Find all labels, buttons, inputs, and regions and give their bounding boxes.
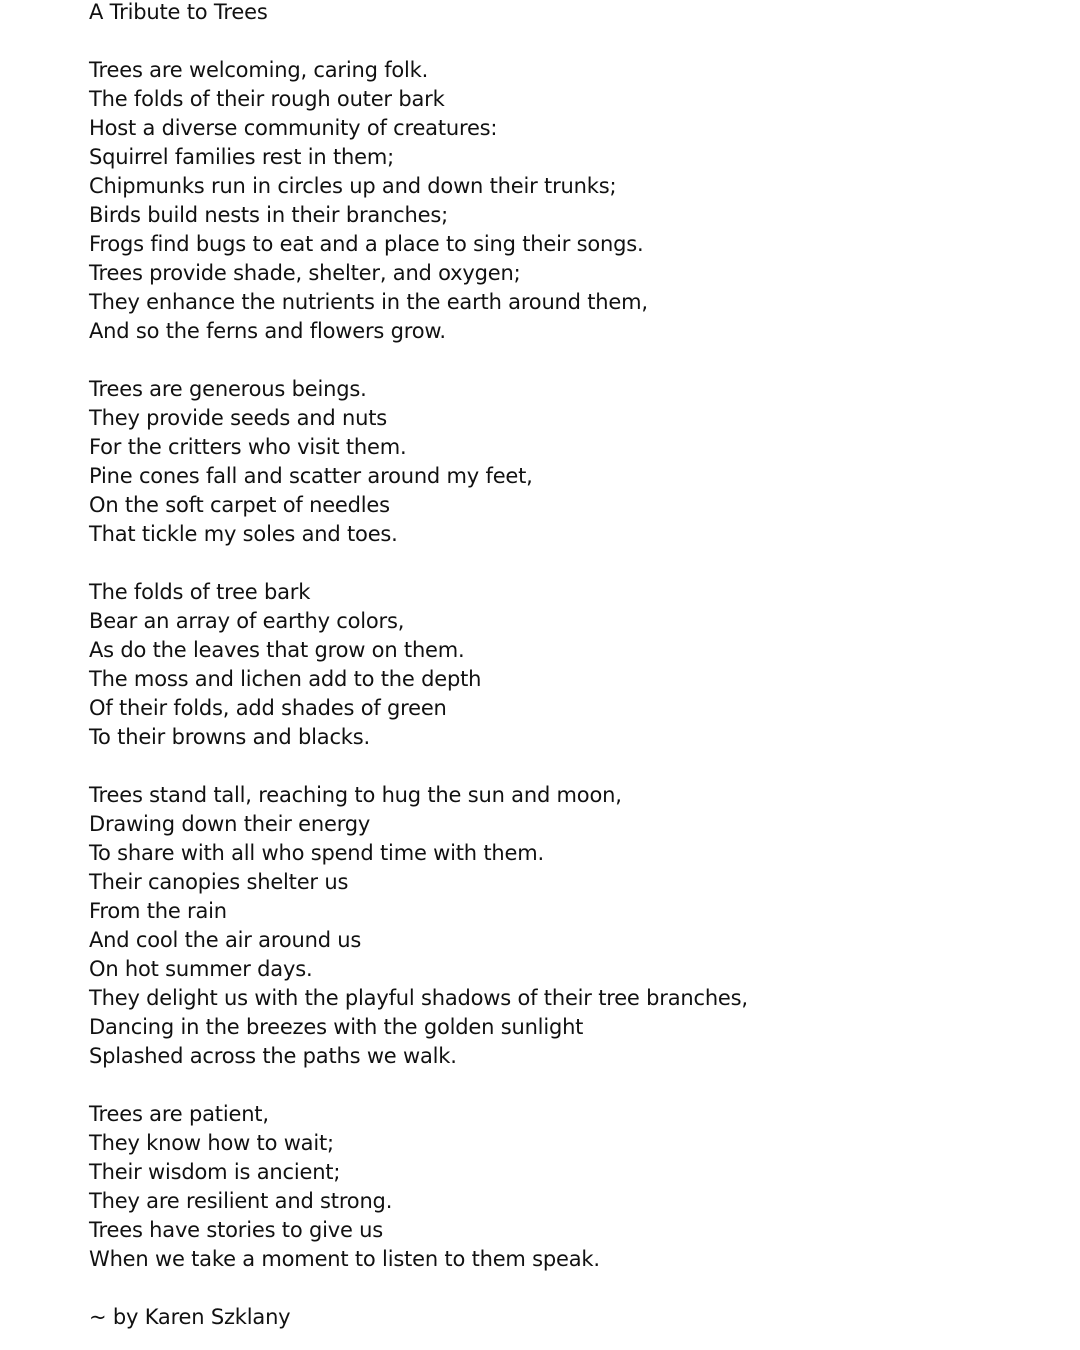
- poem-line: Trees stand tall, reaching to hug the sun and moon,: [89, 783, 622, 807]
- poem-line: Trees have stories to give us: [89, 1218, 383, 1242]
- poem-line: They are resilient and strong.: [89, 1189, 393, 1213]
- poem-line: The moss and lichen add to the depth: [89, 667, 482, 691]
- poem-line: Trees are patient,: [89, 1102, 269, 1126]
- poem-line: Pine cones fall and scatter around my feet,: [89, 464, 533, 488]
- stanza-gap: [89, 27, 1049, 56]
- poem-line: Of their folds, add shades of green: [89, 696, 447, 720]
- poem-line: The folds of their rough outer bark: [89, 87, 445, 111]
- poem-line: They enhance the nutrients in the earth around them,: [89, 290, 648, 314]
- poem-line: Their canopies shelter us: [89, 870, 349, 894]
- byline: ~ by Karen Szklany: [89, 1305, 291, 1329]
- poem-line: Frogs find bugs to eat and a place to sing their songs.: [89, 232, 644, 256]
- poem-line: Trees are welcoming, caring folk.: [89, 58, 429, 82]
- stanza-gap: [89, 549, 1049, 578]
- poem-title: A Tribute to Trees: [89, 0, 268, 24]
- poem-line: Birds build nests in their branches;: [89, 203, 448, 227]
- poem-line: Trees are generous beings.: [89, 377, 367, 401]
- poem-line: And cool the air around us: [89, 928, 362, 952]
- poem-line: For the critters who visit them.: [89, 435, 407, 459]
- stanza: [89, 578, 1049, 752]
- poem-line: Trees provide shade, shelter, and oxygen;: [89, 261, 521, 285]
- poem-line: Drawing down their energy: [89, 812, 371, 836]
- poem-line: When we take a moment to listen to them speak.: [89, 1247, 600, 1271]
- poem-line: To their browns and blacks.: [89, 725, 370, 749]
- poem-line: As do the leaves that grow on them.: [89, 638, 465, 662]
- poem-line: They know how to wait;: [89, 1131, 334, 1155]
- poem-line: They provide seeds and nuts: [89, 406, 388, 430]
- poem-line: Their wisdom is ancient;: [89, 1160, 341, 1184]
- poem-line: Host a diverse community of creatures:: [89, 116, 498, 140]
- poem-line: Bear an array of earthy colors,: [89, 609, 405, 633]
- poem: [89, 0, 1049, 1332]
- stanza-gap: [89, 1274, 1049, 1303]
- poem-line: That tickle my soles and toes.: [89, 522, 398, 546]
- poem-line: Squirrel families rest in them;: [89, 145, 394, 169]
- stanza-gap: [89, 1071, 1049, 1100]
- stanza: [89, 781, 1049, 1071]
- stanza: [89, 375, 1049, 549]
- poem-line: From the rain: [89, 899, 227, 923]
- poem-line: To share with all who spend time with them.: [89, 841, 544, 865]
- stanza: [89, 56, 1049, 346]
- poem-line: Dancing in the breezes with the golden sunlight: [89, 1015, 584, 1039]
- poem-line: And so the ferns and flowers grow.: [89, 319, 446, 343]
- stanza-gap: [89, 346, 1049, 375]
- poem-line: Chipmunks run in circles up and down their trunks;: [89, 174, 617, 198]
- stanza: [89, 1100, 1049, 1274]
- poem-line: The folds of tree bark: [89, 580, 311, 604]
- poem-line: Splashed across the paths we walk.: [89, 1044, 457, 1068]
- poem-line: They delight us with the playful shadows of their tree branches,: [89, 986, 748, 1010]
- poem-line: On hot summer days.: [89, 957, 313, 981]
- poem-body: [89, 56, 1049, 1274]
- poem-line: On the soft carpet of needles: [89, 493, 390, 517]
- stanza-gap: [89, 752, 1049, 781]
